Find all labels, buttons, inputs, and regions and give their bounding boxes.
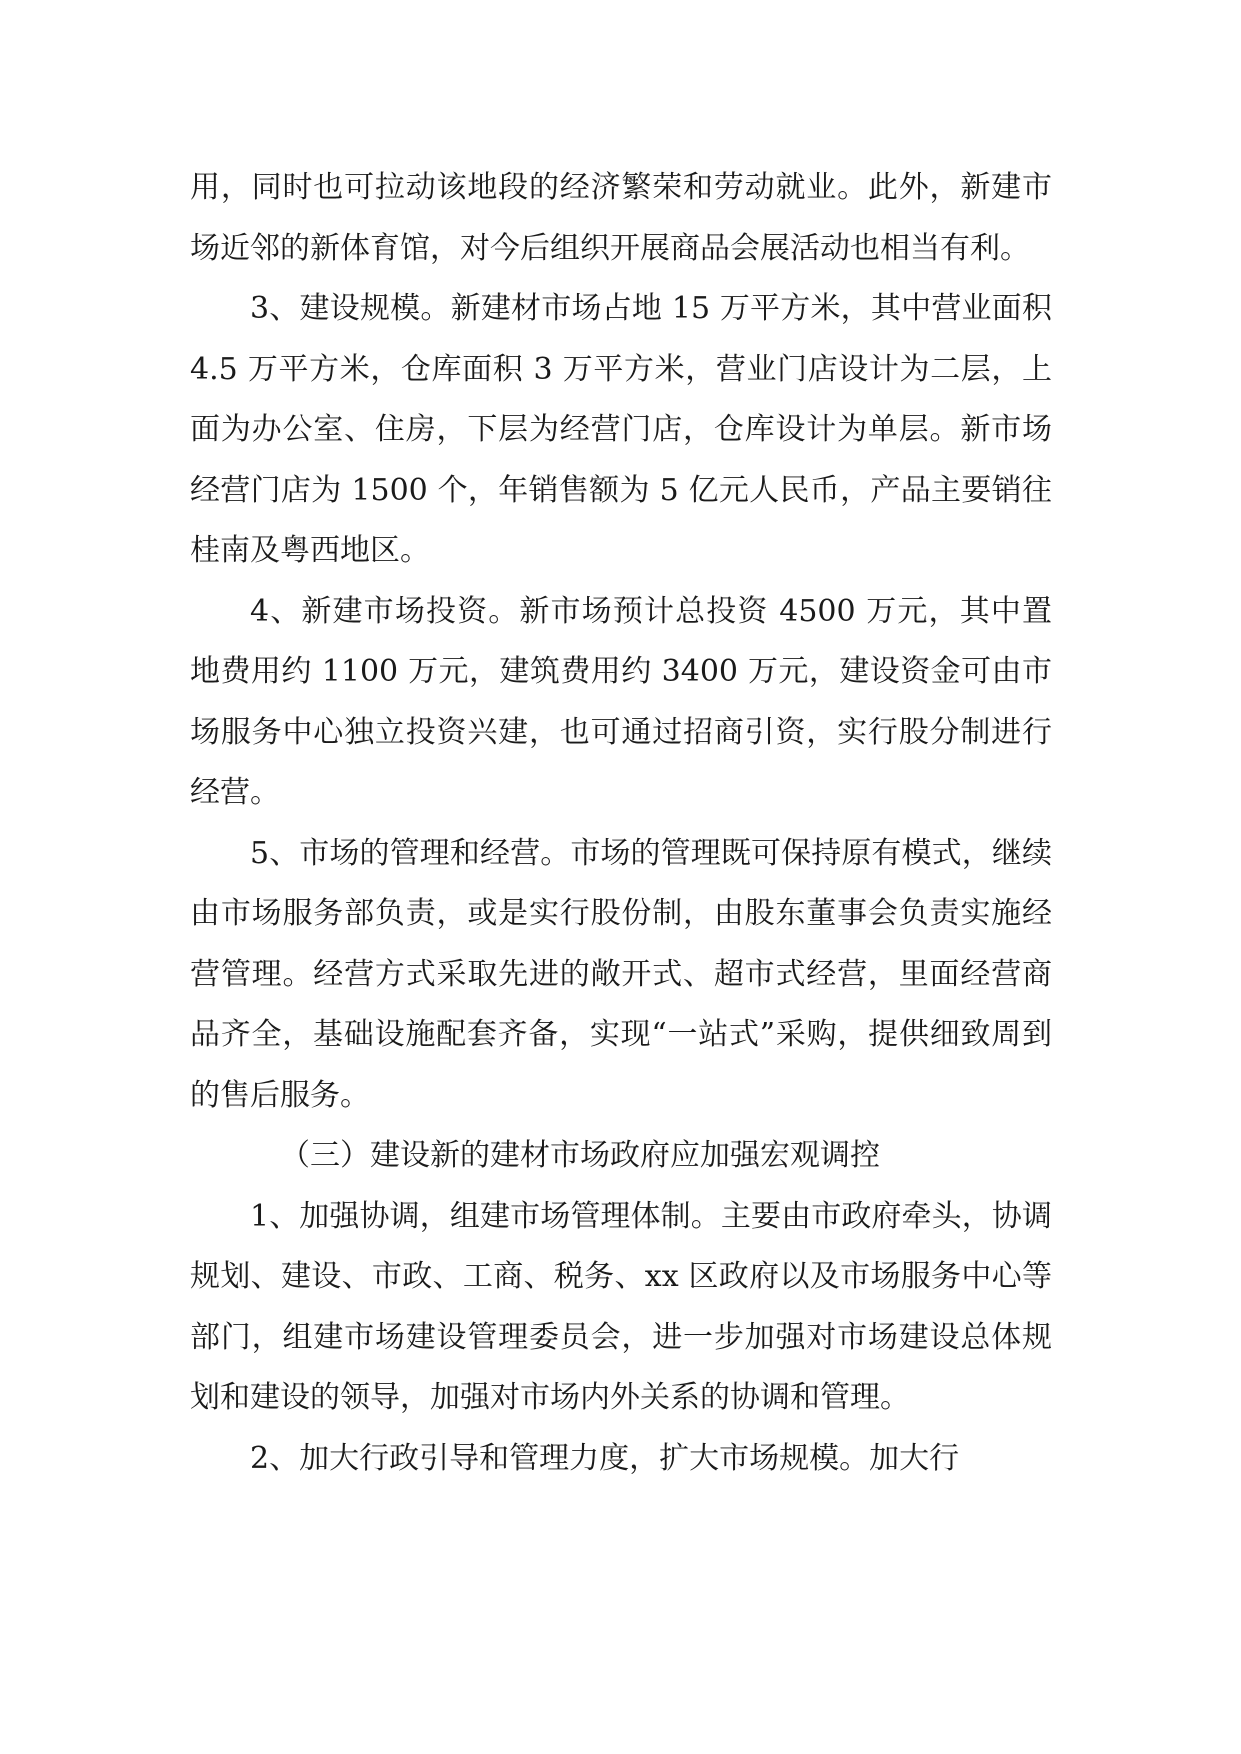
paragraph-construction-scale: 3、建设规模。新建材市场占地 15 万平方米，其中营业面积 4.5 万平方米，仓库面积 3 万平方米，营业门店设计为二层，上面为办公室、住房，下层为经营门店，仓库设计为单层。新市场经营门店为 1500 个，年销售额为 5 亿元人民币，产品主要销往桂南及粤西地区。	[190, 291, 1052, 568]
paragraph-coordination: 1、加强协调，组建市场管理体制。主要由市政府牵头，协调规划、建设、市政、工商、税务、xx 区政府以及市场服务中心等部门，组建市场建设管理委员会，进一步加强对市场建设总体规划和建设的领导，加强对市场内外关系的协调和管理。	[190, 1198, 1052, 1415]
section-subheading: （三）建设新的建材市场政府应加强宏观调控	[280, 1138, 880, 1173]
document-body	[190, 158, 1052, 1489]
paragraph-administrative-guidance: 2、加大行政引导和管理力度，扩大市场规模。加大行	[250, 1440, 960, 1476]
paragraph-market-investment: 4、新建市场投资。新市场预计总投资 4500 万元，其中置地费用约 1100 万元，建筑费用约 3400 万元，建设资金可由市场服务中心独立投资兴建，也可通过招商引资，实行股分制进行经营。	[190, 593, 1052, 810]
paragraph-market-management: 5、市场的管理和经营。市场的管理既可保持原有模式，继续由市场服务部负责，或是实行股份制，由股东董事会负责实施经营管理。经营方式采取先进的敞开式、超市式经营，里面经营商品齐全，基础设施配套齐备，实现“一站式”采购，提供细致周到的售后服务。	[190, 835, 1052, 1113]
paragraph-continuation: 用，同时也可拉动该地段的经济繁荣和劳动就业。此外，新建市场近邻的新体育馆，对今后组织开展商品会展活动也相当有利。	[190, 170, 1052, 266]
